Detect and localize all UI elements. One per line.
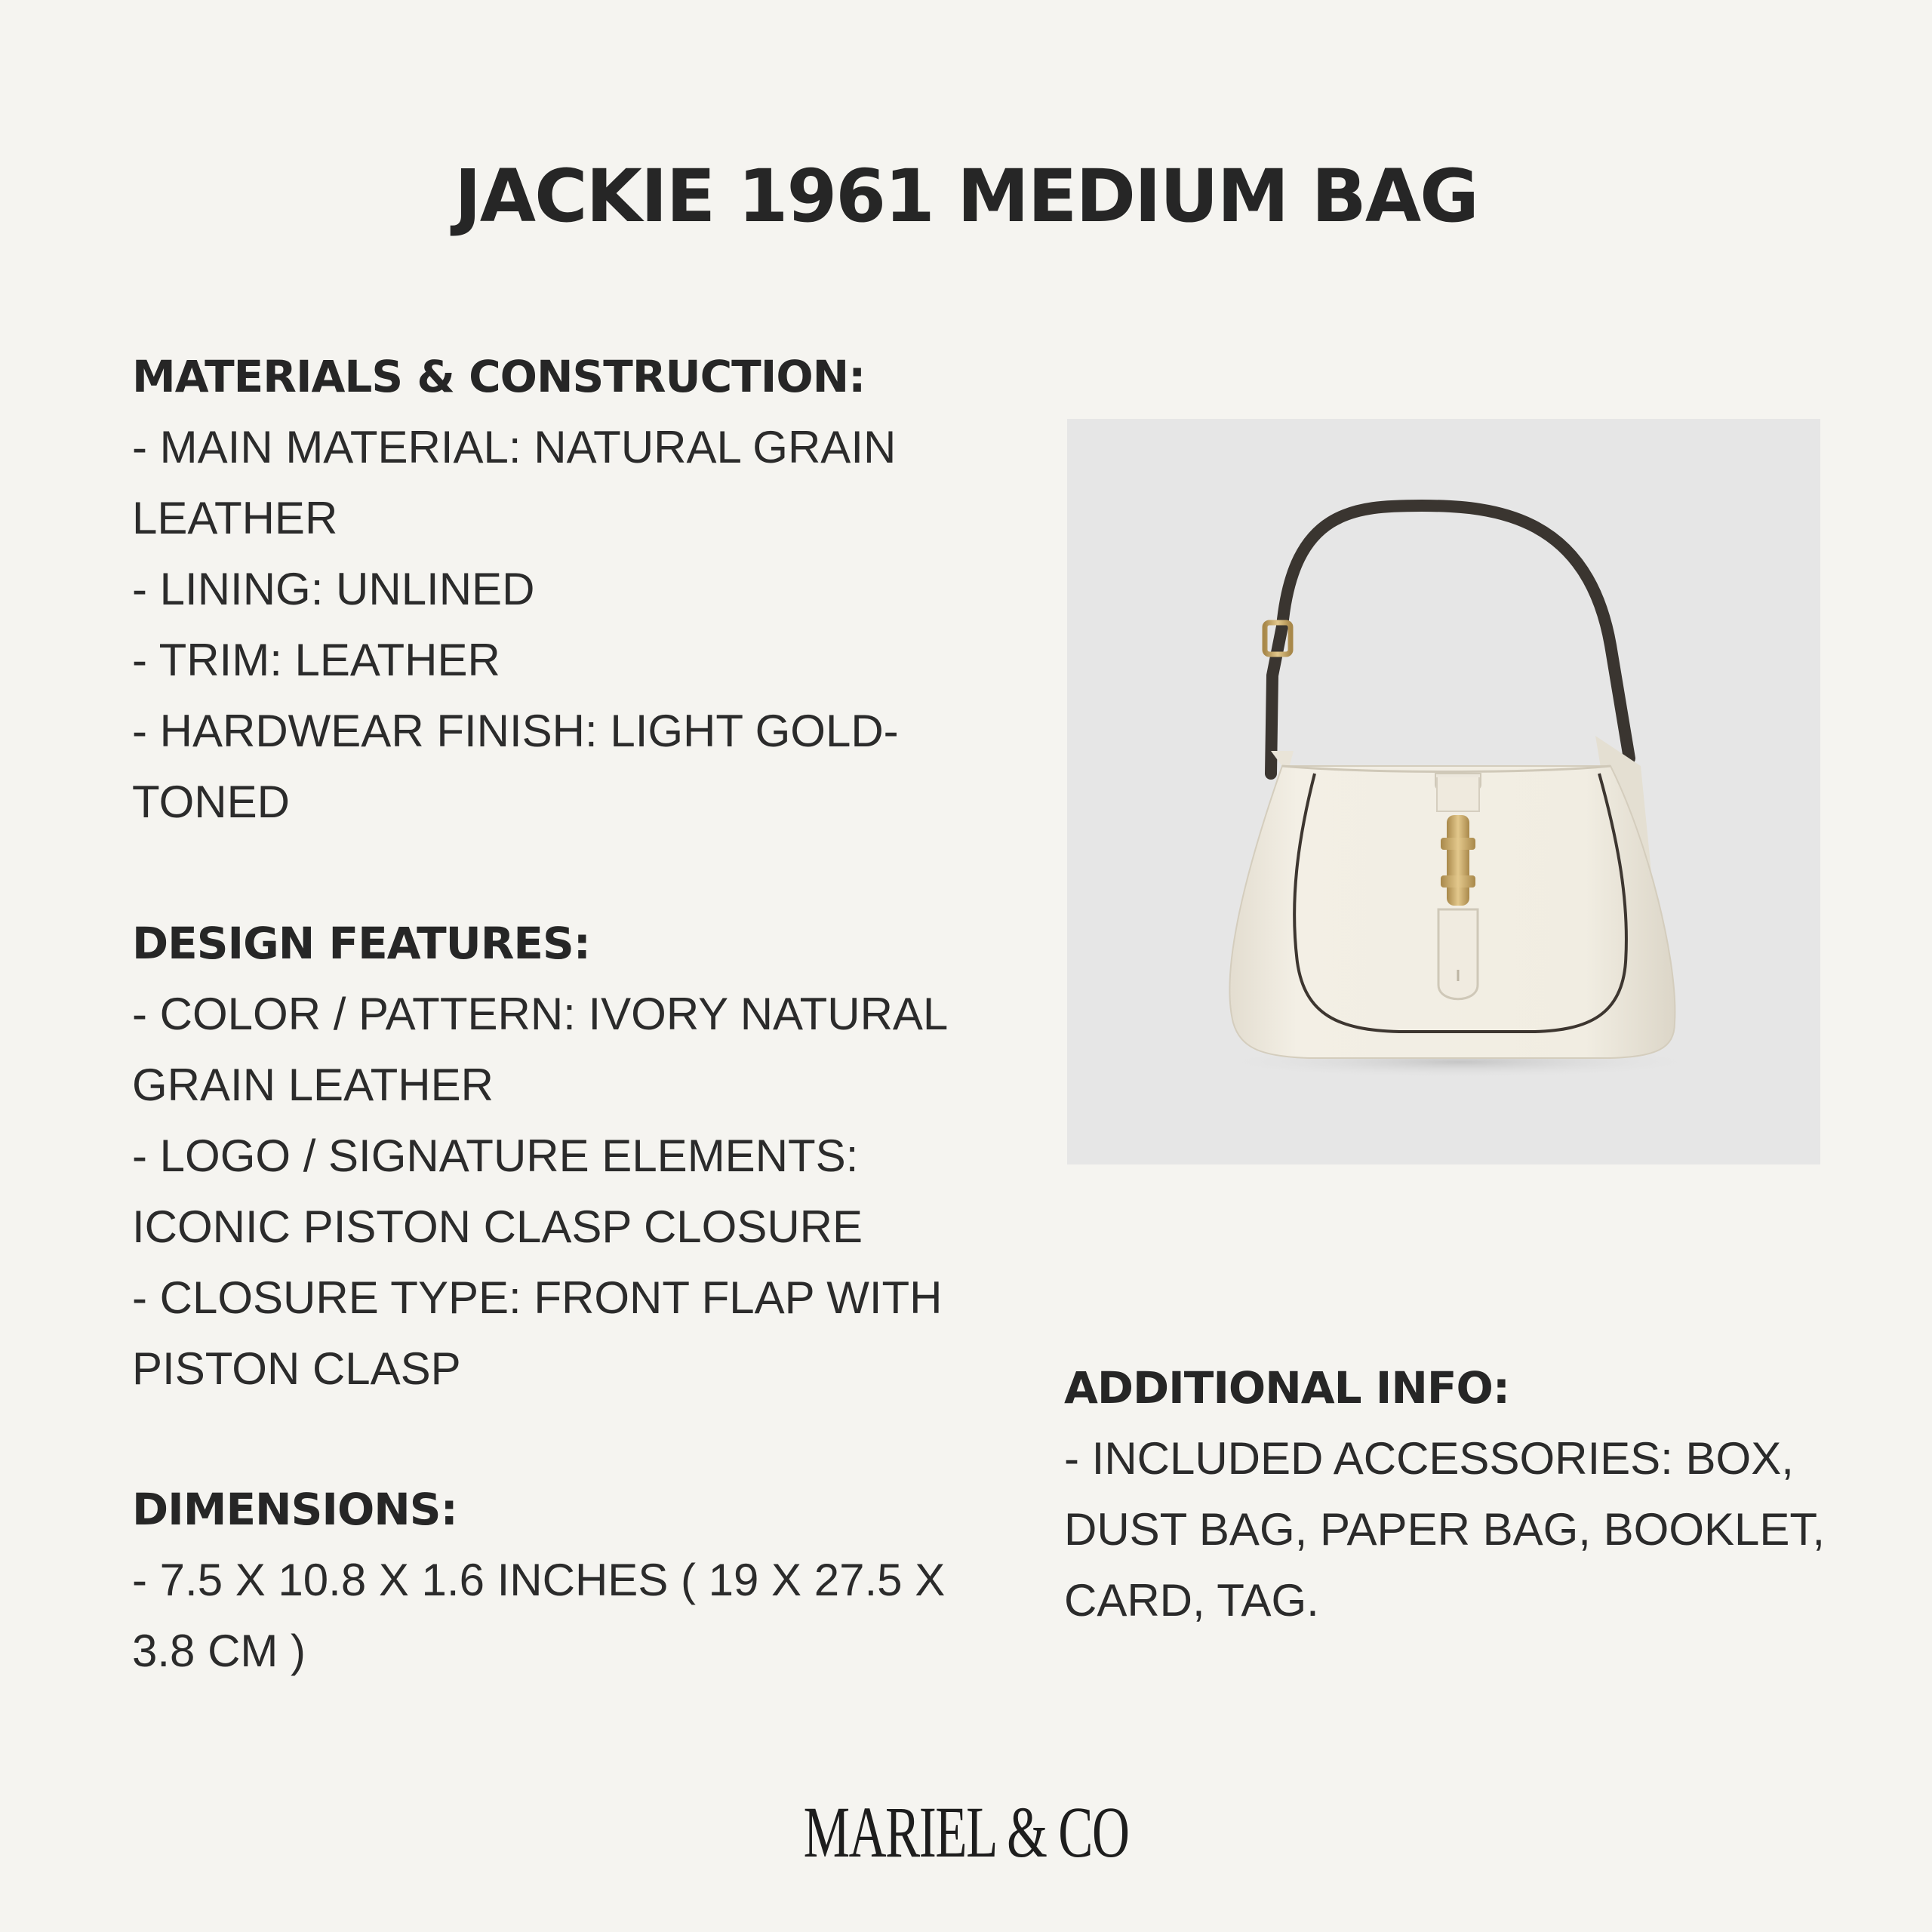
- materials-line: - MAIN MATERIAL: NATURAL GRAIN: [132, 422, 897, 472]
- clasp-lower-tab: [1438, 909, 1478, 999]
- dimensions-lines: [132, 1545, 945, 1687]
- design-line: - CLOSURE TYPE: FRONT FLAP WITH: [132, 1272, 943, 1323]
- materials-line: TONED: [132, 777, 290, 827]
- design-heading: DESIGN FEATURES:: [132, 918, 590, 969]
- design-line: GRAIN LEATHER: [132, 1060, 494, 1110]
- product-photo: [1067, 419, 1820, 1164]
- bag-strap: [1282, 506, 1629, 758]
- design-line: - LOGO / SIGNATURE ELEMENTS:: [132, 1131, 859, 1181]
- brand-logo: MARIEL & CO: [803, 1792, 1129, 1872]
- dimensions-line: - 7.5 X 10.8 X 1.6 INCHES ( 19 X 27.5 X: [132, 1555, 946, 1605]
- materials-line: - LINING: UNLINED: [132, 564, 535, 614]
- piston-clasp: [1447, 815, 1469, 906]
- design-line: PISTON CLASP: [132, 1343, 461, 1394]
- additional-info-line: DUST BAG, PAPER BAG, BOOKLET,: [1064, 1504, 1826, 1555]
- additional-info-line: CARD, TAG.: [1064, 1575, 1319, 1626]
- page-title: JACKIE 1961 MEDIUM BAG: [454, 154, 1478, 238]
- materials-line: LEATHER: [132, 493, 338, 543]
- piston-clasp-ring: [1441, 838, 1475, 850]
- materials-line: - HARDWEAR FINISH: LIGHT GOLD-: [132, 706, 899, 756]
- design-line: - COLOR / PATTERN: IVORY NATURAL: [132, 989, 949, 1039]
- additional-info-heading: ADDITIONAL INFO:: [1064, 1362, 1510, 1414]
- materials-line: - TRIM: LEATHER: [132, 635, 500, 685]
- dimensions-line: 3.8 CM ): [132, 1626, 306, 1676]
- materials-section: [132, 341, 899, 838]
- materials-heading: MATERIALS & CONSTRUCTION:: [132, 351, 866, 402]
- bag-illustration: [1067, 419, 1820, 1164]
- design-lines: [132, 979, 948, 1404]
- design-line: ICONIC PISTON CLASP CLOSURE: [132, 1201, 863, 1252]
- clasp-tab: [1437, 777, 1479, 811]
- dimensions-heading: DIMENSIONS:: [132, 1484, 457, 1535]
- piston-clasp-ring: [1441, 875, 1475, 888]
- dimensions-section: [132, 1474, 945, 1687]
- materials-lines: [132, 412, 899, 838]
- design-section: [132, 908, 948, 1404]
- additional-info-lines: [1064, 1423, 1825, 1636]
- additional-info-line: - INCLUDED ACCESSORIES: BOX,: [1064, 1433, 1794, 1484]
- additional-info-section: [1064, 1352, 1825, 1636]
